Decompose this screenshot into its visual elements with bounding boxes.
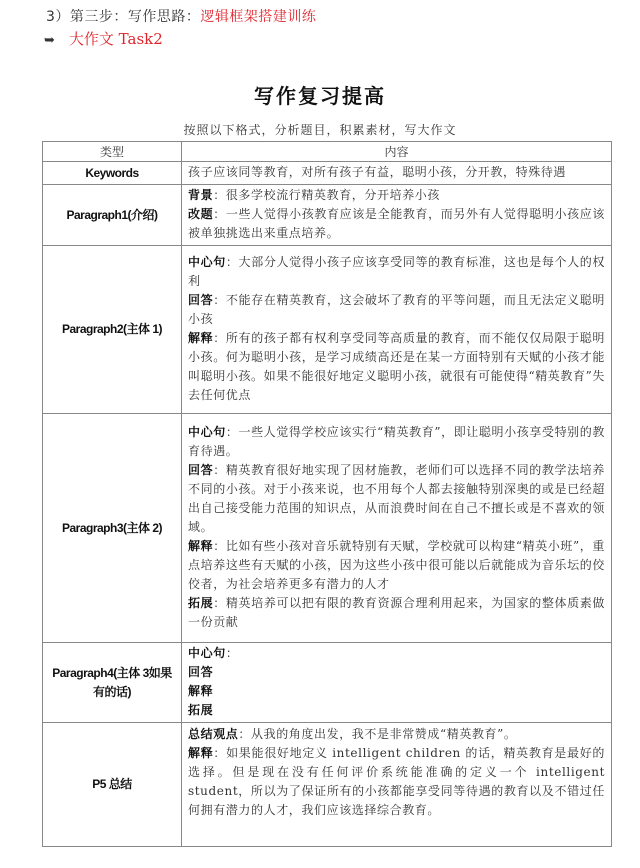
content-line: [188, 186, 605, 205]
content-line: [188, 725, 605, 744]
content-label: 回答: [188, 463, 214, 477]
row-content: [182, 185, 612, 246]
content-line: [188, 423, 605, 461]
row-content: [182, 414, 612, 643]
content-text: ：一些人觉得学校应该实行“精英教育”，即让聪明小孩享受特别的教育待遇。: [188, 425, 605, 458]
table-row: [43, 414, 612, 643]
row-type: Keywords: [43, 162, 182, 185]
table-header-row: [43, 142, 612, 162]
content-label: 中心句: [188, 255, 226, 269]
content-label: 回答: [188, 665, 214, 679]
content-line: [188, 594, 605, 632]
content-text: ：从我的角度出发，我不是非常赞成“精英教育”。: [238, 727, 517, 741]
column-header-type: 类型: [43, 142, 182, 162]
row-type: Paragraph2(主体 1): [43, 246, 182, 414]
content-label: 中心句: [188, 646, 226, 660]
content-line: [188, 701, 605, 720]
content-text: ：精英培养可以把有限的教育资源合理利用起来，为国家的整体质素做一份贡献: [188, 596, 605, 629]
row-content: [182, 643, 612, 723]
table-row: [43, 162, 612, 185]
step-prefix: 3）第三步：写作思路：: [46, 9, 201, 25]
row-type: P5 总结: [43, 723, 182, 847]
content-text: ：如果能很好地定义 intelligent children 的话，精英教育是最好的选择。但是现在没有任何评价系统能准确的定义一个 intelligent student，所以为了保证所有的小孩都能享受同等待遇的教育以及不错过任何拥有潜力的人才，我们应该选择综合教育。: [188, 746, 605, 817]
content-line: [188, 461, 605, 537]
document-title: 写作复习提高: [254, 84, 386, 108]
content-line: [188, 537, 605, 594]
content-line: [188, 329, 605, 405]
row-content: [182, 162, 612, 185]
content-label: 背景: [188, 188, 214, 202]
row-content: [182, 246, 612, 414]
content-label: 解释: [188, 684, 214, 698]
document-subtitle: 按照以下格式，分析题目，积累素材，写大作文: [183, 123, 457, 137]
row-type: Paragraph4(主体 3如果有的话): [43, 643, 182, 723]
table-row: [43, 246, 612, 414]
content-line: [188, 744, 605, 820]
task-label: 大作文 Task2: [68, 30, 163, 48]
content-label: 总结观点: [188, 727, 239, 741]
content-line: [188, 663, 605, 682]
arrow-bullet-icon: ➥: [44, 33, 55, 48]
content-line: [188, 682, 605, 701]
content-text: ：精英教育很好地实现了因材施教，老师们可以选择不同的教学法培养不同的小孩。对于小孩来说，也不用每个人都去接触特别深奥的或是已经超出自己接受能力范围的知识点，从而浪费时间在自己不擅长或是不喜欢的领域。: [188, 463, 605, 534]
content-line: [188, 291, 605, 329]
content-label: 回答: [188, 293, 214, 307]
content-line: [188, 163, 605, 182]
content-text: ：很多学校流行精英教育，分开培养小孩: [213, 188, 441, 202]
content-label: 解释: [188, 746, 214, 760]
row-type: Paragraph3(主体 2): [43, 414, 182, 643]
content-label: 中心句: [188, 425, 226, 439]
content-label: 拓展: [188, 596, 214, 610]
content-label: 解释: [188, 331, 214, 345]
content-line: [188, 253, 605, 291]
content-label: 改题: [188, 207, 214, 221]
content-label: 解释: [188, 539, 214, 553]
step-highlight: 逻辑框架搭建训练: [200, 9, 317, 25]
content-text: ：一些人觉得小孩教育应该是全能教育，而另外有人觉得聪明小孩应该被单独挑选出来重点培养。: [188, 207, 605, 240]
table-row: [43, 185, 612, 246]
table-row: [43, 723, 612, 847]
row-content: [182, 723, 612, 847]
content-text: ：不能存在精英教育，这会破坏了教育的平等问题，而且无法定义聪明小孩: [188, 293, 605, 326]
content-text: ：所有的孩子都有权利享受同等高质量的教育，而不能仅仅局限于聪明小孩。何为聪明小孩，是学习成绩高还是在某一方面特别有天赋的小孩才能叫聪明小孩。如果不能很好地定义聪明小孩，就很有可能使得“精英教育”失去任何优点: [188, 331, 605, 402]
content-line: [188, 644, 605, 663]
column-header-content: 内容: [182, 142, 612, 162]
content-text: 孩子应该同等教育，对所有孩子有益，聪明小孩，分开教，特殊待遇: [188, 165, 567, 179]
writing-framework-table: [42, 141, 612, 847]
row-type: Paragraph1(介绍): [43, 185, 182, 246]
step-heading: [46, 6, 316, 26]
task-heading: [44, 28, 163, 49]
table-row: [43, 643, 612, 723]
content-text: ：比如有些小孩对音乐就特别有天赋，学校就可以构建“精英小班”，重点培养这些有天赋的小孩，因为这些小孩中很可能以后就能成为音乐坛的佼佼者，为社会培养更多有潜力的人才: [188, 539, 605, 591]
content-text: ：: [225, 646, 239, 660]
content-line: [188, 205, 605, 243]
content-text: ：大部分人觉得小孩子应该享受同等的教育标准，这也是每个人的权利: [188, 255, 605, 288]
content-label: 拓展: [188, 703, 214, 717]
